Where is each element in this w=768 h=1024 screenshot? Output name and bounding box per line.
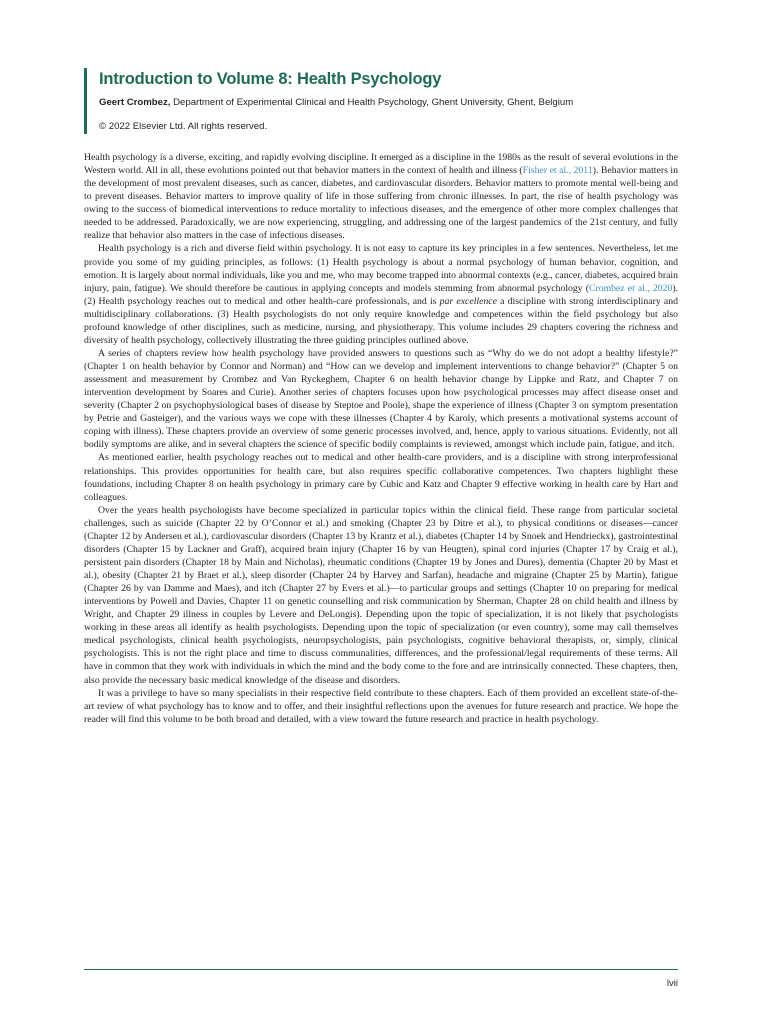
paragraph-text: Over the years health psychologists have become specialized in particular topics within the clinical field. These range from particular societal challenges, such as suicide (Chapter 22 by O’Connor et al.) and smoking (Chapter 23 by Ditre et al.), to physical conditions or diseases—cancer (Chapter 12 by Andersen et al.), cardiovascular disorders (Chapter 13 by Krantz et al.), diabetes (Chapter 14 by Snoek and Hendrieckx), gastrointestinal disorders (Chapter 15 by Lackner and Graff), acquired brain injury (Chapter 16 by van Heugten), spinal cord injuries (Chapter 17 by Craig et al.), persistent pain disorders (Chapter 18 by Main and Nicholas), rheumatic conditions (Chapter 19 by Jones and Dures), dementia (Chapter 20 by Mast et al.), obesity (Chapter 21 by Braet et al.), sleep disorder (Chapter 24 by Harvey and Sarfan), headache and migraine (Chapter 25 by Martin), fatigue (Chapter 26 by van Damme and Maes), and itch (Chapter 27 by Evers et al.)—to particular groups and settings (Chapter 10 on preparing for medical interventions by Powell and Davies, Chapter 11 on genetic counselling and risk communication by Sherman, Chapter 28 on child health and illness by Wright, and Chapter 29 illness in couples by Levere and DeLongis). Depending upon the topic of specialization, it is not likely that psychologists working in these areas all identify as health psychologists. Depending upon the topic of specialization (or even country), some may call themselves medical psychologists, clinical health psychologists, neuropsychologists, pain psychologists, cognitive behavioral therapists, or, simply, clinical psychologists. This is not the right place and time to discuss communalities, differences, and the professional/legal requirements of these terms. All have in common that they work with individuals in which the mind and the body come to the fore and are intrinsically connected. These chapters, then, also provide the necessary basic medical knowledge of the disease and disorders. (84, 504, 678, 686)
footer-rule (84, 969, 678, 970)
citation-link[interactable]: Crombez et al., 2020 (588, 282, 673, 294)
paragraph-text: Health psychology is a diverse, exciting, and rapidly evolving discipline. It emerged as a discipline in the 1980s as the result of several evolutions in the Western world. All in all, these evolutions pointed out that behavior matters in the context of health and illness ( (84, 152, 678, 177)
author-line (99, 96, 699, 110)
citation-link[interactable]: Fisher et al., 2011 (522, 165, 593, 177)
body-paragraph (84, 687, 678, 726)
body-text (84, 151, 678, 726)
paragraph-text: a discipline with strong interdisciplinary and multidisciplinary collaborations. (3) Health psychologists do not only require knowledge and competences within the field psychology but also profound knowledge of other disciplines, such as medicine, nursing, and physiotherapy. This volume includes 29 chapters covering the richness and diversity of health psychology, collectively illustrating the three guiding principles outlined above. (84, 295, 678, 346)
copyright-notice: © 2022 Elsevier Ltd. All rights reserved. (99, 121, 268, 132)
body-paragraph (84, 451, 678, 503)
author-affiliation: Department of Experimental Clinical and Health Psychology, Ghent University, Ghent, Belgium (170, 97, 574, 108)
paragraph-text: ). (2) Health psychology reaches out to medical and other health-care professionals, and is (84, 282, 679, 307)
page-title: Introduction to Volume 8: Health Psychology (99, 70, 442, 88)
body-paragraph (84, 151, 678, 242)
body-paragraph (84, 504, 678, 687)
body-paragraph (84, 242, 678, 347)
chapter-header (84, 68, 699, 134)
page-number: lvii (666, 978, 678, 989)
author-name: Geert Crombez, (99, 97, 171, 108)
body-paragraph (84, 347, 678, 452)
paragraph-text: As mentioned earlier, health psychology reaches out to medical and other health-care providers, and is a discipline with strong interprofessional relationships. This provides opportunities for health care, but also requires specific collaborative competences. Two chapters highlight these foundations, including Chapter 8 on health psychology in primary care by Cubic and Katz and Chapter 9 effective working in health care by Hart and colleagues. (84, 452, 678, 503)
paragraph-text: Health psychology is a rich and diverse field within psychology. It is not easy to capture its key principles in a few sentences. Nevertheless, let me provide you some of my guiding principles, as follows: (1) Health psychology is about a normal psychology of human behavior, cognition, and emotion. It is largely about normal individuals, like you and me, who may become trapped into abnormal contexts (e.g., cancer, diabetes, acquired brain injury, pain, fatigue). We should therefore be cautious in applying concepts and models stemming from abnormal psychology ( (84, 243, 678, 294)
paragraph-text: A series of chapters review how health psychology have provided answers to questions such as “Why do we do not adopt a healthy lifestyle?” (Chapter 1 on health behavior by Connor and Norman) and “How can we develop and implement interventions to change behavior?” (Chapter 5 on assessment and measurement by Crombez and Van Ryckeghem, Chapter 6 on health behavior change by Lippke and Ratz, and Chapter 7 on intervention development by Soares and Curie). Another series of chapters focuses upon how psychological processes may affect disease onset and severity (Chapter 2 on psychophysiological bases of disease by Steptoe and Poole), shape the experience of illness (Chapter 3 on symptom presentation by Petrie and Gasteiger), and the various ways we cope with these illnesses (Chapter 4 by Karoly, which presents a motivational systems account of coping with illness). These chapters provide an overview of some generic processes involved, and, hence, apply to various situations. Evidently, not all bodily symptoms are alike, and in several chapters the science of specific bodily complaints is reviewed, amongst which include pain, fatigue, and itch. (84, 347, 678, 451)
emphasis-text: par excellence (439, 295, 497, 307)
paragraph-text: It was a privilege to have so many specialists in their respective field contribute to these chapters. Each of them provided an excellent state-of-the-art review of what psychology has to know and to offer, and their insightful reflections upon the avenues for future research and practice. We hope the reader will find this volume to be both broad and detailed, with a view toward the future research and practice in health psychology. (84, 687, 678, 725)
paragraph-text: ). Behavior matters in the development of most prevalent diseases, such as cancer, diabetes, and cardiovascular disorders. Behavior matters to promote mental well-being and to prevent diseases. Behavior matters to improve quality of life in those suffering from chronic illnesses. In part, the rise of health psychology was owing to the success of biomedical interventions to reduce mortality to infectious diseases, and the emergence of other more complex challenges that needed to be addressed. Paradoxically, we are now experiencing, struggling, and addressing one of the largest pandemics of the 21st century, and fully realize that behavior also matters in the case of infectious diseases. (84, 165, 678, 242)
